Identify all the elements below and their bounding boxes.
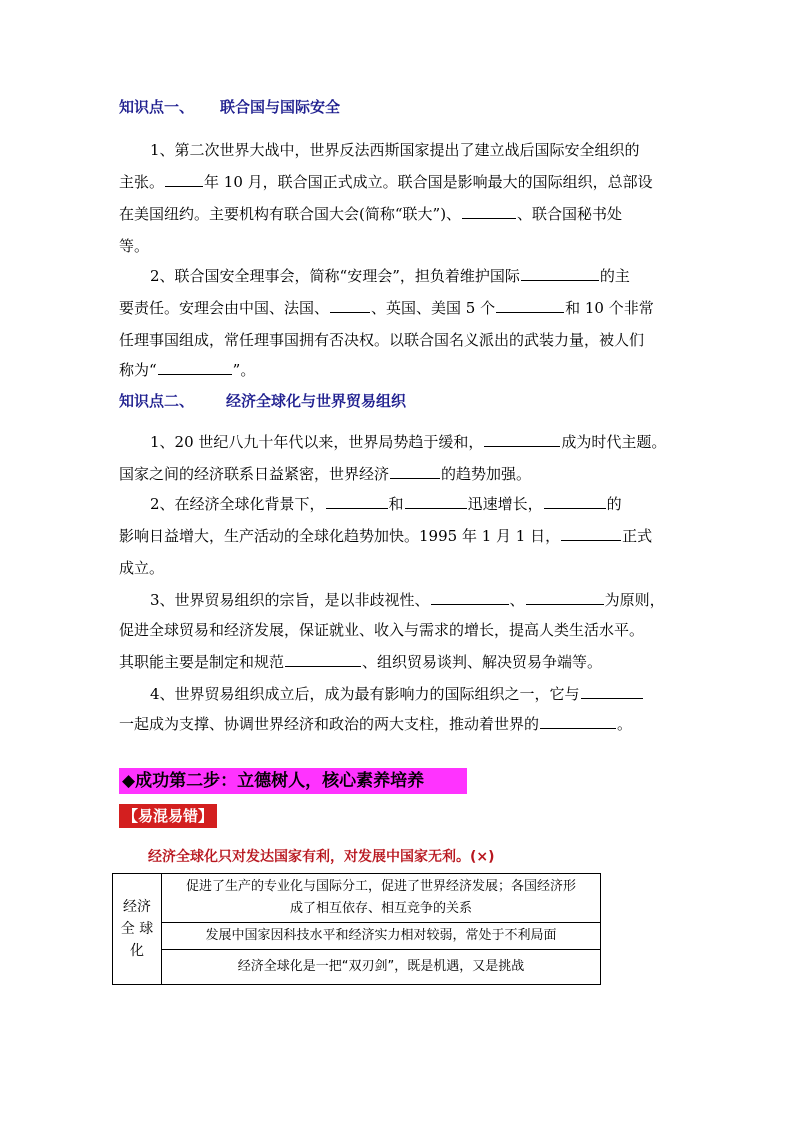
text-line: 主张。 年 10 月，联合国正式成立。联合国是影响最大的国际组织，总部设 bbox=[119, 173, 653, 191]
table-row bbox=[113, 950, 601, 985]
text-line: 4、世界贸易组织成立后，成为最有影响力的国际组织之一，它与 bbox=[150, 684, 710, 704]
table-cell: 经济全球化是一把“双刃剑”，既是机遇，又是挑战 bbox=[162, 950, 601, 985]
text-line: 3、世界贸易组织的宗旨，是以非歧视性、 、 为原则， bbox=[150, 591, 665, 609]
section-number: 知识点二、 bbox=[119, 392, 195, 410]
text-line: 要责任。安理会由中国、法国、 、英国、美国 5 个 和 10 个非常 bbox=[119, 299, 654, 317]
table-row bbox=[113, 874, 601, 923]
text-line: 国家之间的经济联系日益紧密，世界经济 的趋势加强。 bbox=[119, 465, 532, 483]
fill-blank bbox=[431, 590, 509, 605]
table-cell: 促进了生产的专业化与国际分工，促进了世界经济发展；各国经济形 成了相互依存、相互竞争的关系 bbox=[162, 874, 601, 923]
section-title: 经济全球化与世界贸易组织 bbox=[226, 392, 407, 410]
fill-blank bbox=[581, 684, 643, 699]
misconception-statement: 经济全球化只对发达国家有利，对发展中国家无利。(×) bbox=[148, 849, 495, 865]
text-line: 一起成为支撑、协调世界经济和政治的两大支柱，推动着世界的 。 bbox=[119, 715, 633, 733]
text-line: 称为“ ”。 bbox=[119, 361, 256, 379]
fill-blank bbox=[158, 360, 232, 375]
fill-blank bbox=[390, 464, 440, 479]
section-heading-1 bbox=[119, 96, 340, 117]
fill-blank bbox=[405, 494, 467, 509]
section-number: 知识点一、 bbox=[119, 98, 195, 116]
text-line: 2、联合国安全理事会，简称“安理会”，担负着维护国际 的主 bbox=[150, 267, 630, 285]
text-line: 成立。 bbox=[119, 559, 165, 577]
fill-blank bbox=[484, 432, 560, 447]
fill-blank bbox=[561, 526, 621, 541]
table-cell: 发展中国家因科技水平和经济实力相对较弱，常处于不利局面 bbox=[162, 923, 601, 950]
fill-blank bbox=[496, 298, 564, 313]
text-line: 任理事国组成，常任理事国拥有否决权。以联合国名义派出的武装力量，被人们 bbox=[119, 331, 645, 349]
fill-blank bbox=[462, 204, 516, 219]
fill-blank bbox=[526, 590, 604, 605]
section-title: 联合国与国际安全 bbox=[220, 98, 341, 116]
fill-blank bbox=[285, 652, 361, 667]
text-line: 2、在经济全球化背景下， 和 迅速增长， 的 bbox=[150, 495, 622, 513]
text-line: 1、20 世纪八九十年代以来，世界局势趋于缓和， 成为时代主题。 bbox=[150, 433, 667, 451]
text-line: 影响日益增大，生产活动的全球化趋势加快。1995 年 1 月 1 日， 正式 bbox=[119, 527, 653, 545]
misconception-tag: 【易混易错】 bbox=[119, 804, 217, 828]
fill-blank bbox=[165, 172, 203, 187]
text-line: 其职能主要是制定和规范 、组织贸易谈判、解决贸易争端等。 bbox=[119, 653, 603, 671]
table-row bbox=[113, 923, 601, 950]
fill-blank bbox=[326, 494, 388, 509]
row-header: 经济 全 球 化 bbox=[113, 874, 162, 985]
text-line: 等。 bbox=[119, 237, 150, 255]
fill-blank bbox=[540, 714, 616, 729]
fill-blank bbox=[330, 298, 370, 313]
fill-blank bbox=[521, 266, 599, 281]
section-heading-2 bbox=[119, 390, 406, 411]
fill-blank bbox=[544, 494, 606, 509]
analysis-table bbox=[112, 873, 601, 985]
text-line: 促进全球贸易和经济发展，保证就业、收入与需求的增长，提高人类生活水平。 bbox=[119, 621, 645, 639]
step-banner: ◆成功第二步：立德树人，核心素养培养 bbox=[119, 768, 467, 794]
text-line: 1、第二次世界大战中，世界反法西斯国家提出了建立战后国际安全组织的 bbox=[150, 141, 640, 159]
text-line: 在美国纽约。主要机构有联合国大会(简称“联大”)、 、联合国秘书处 bbox=[119, 205, 623, 223]
